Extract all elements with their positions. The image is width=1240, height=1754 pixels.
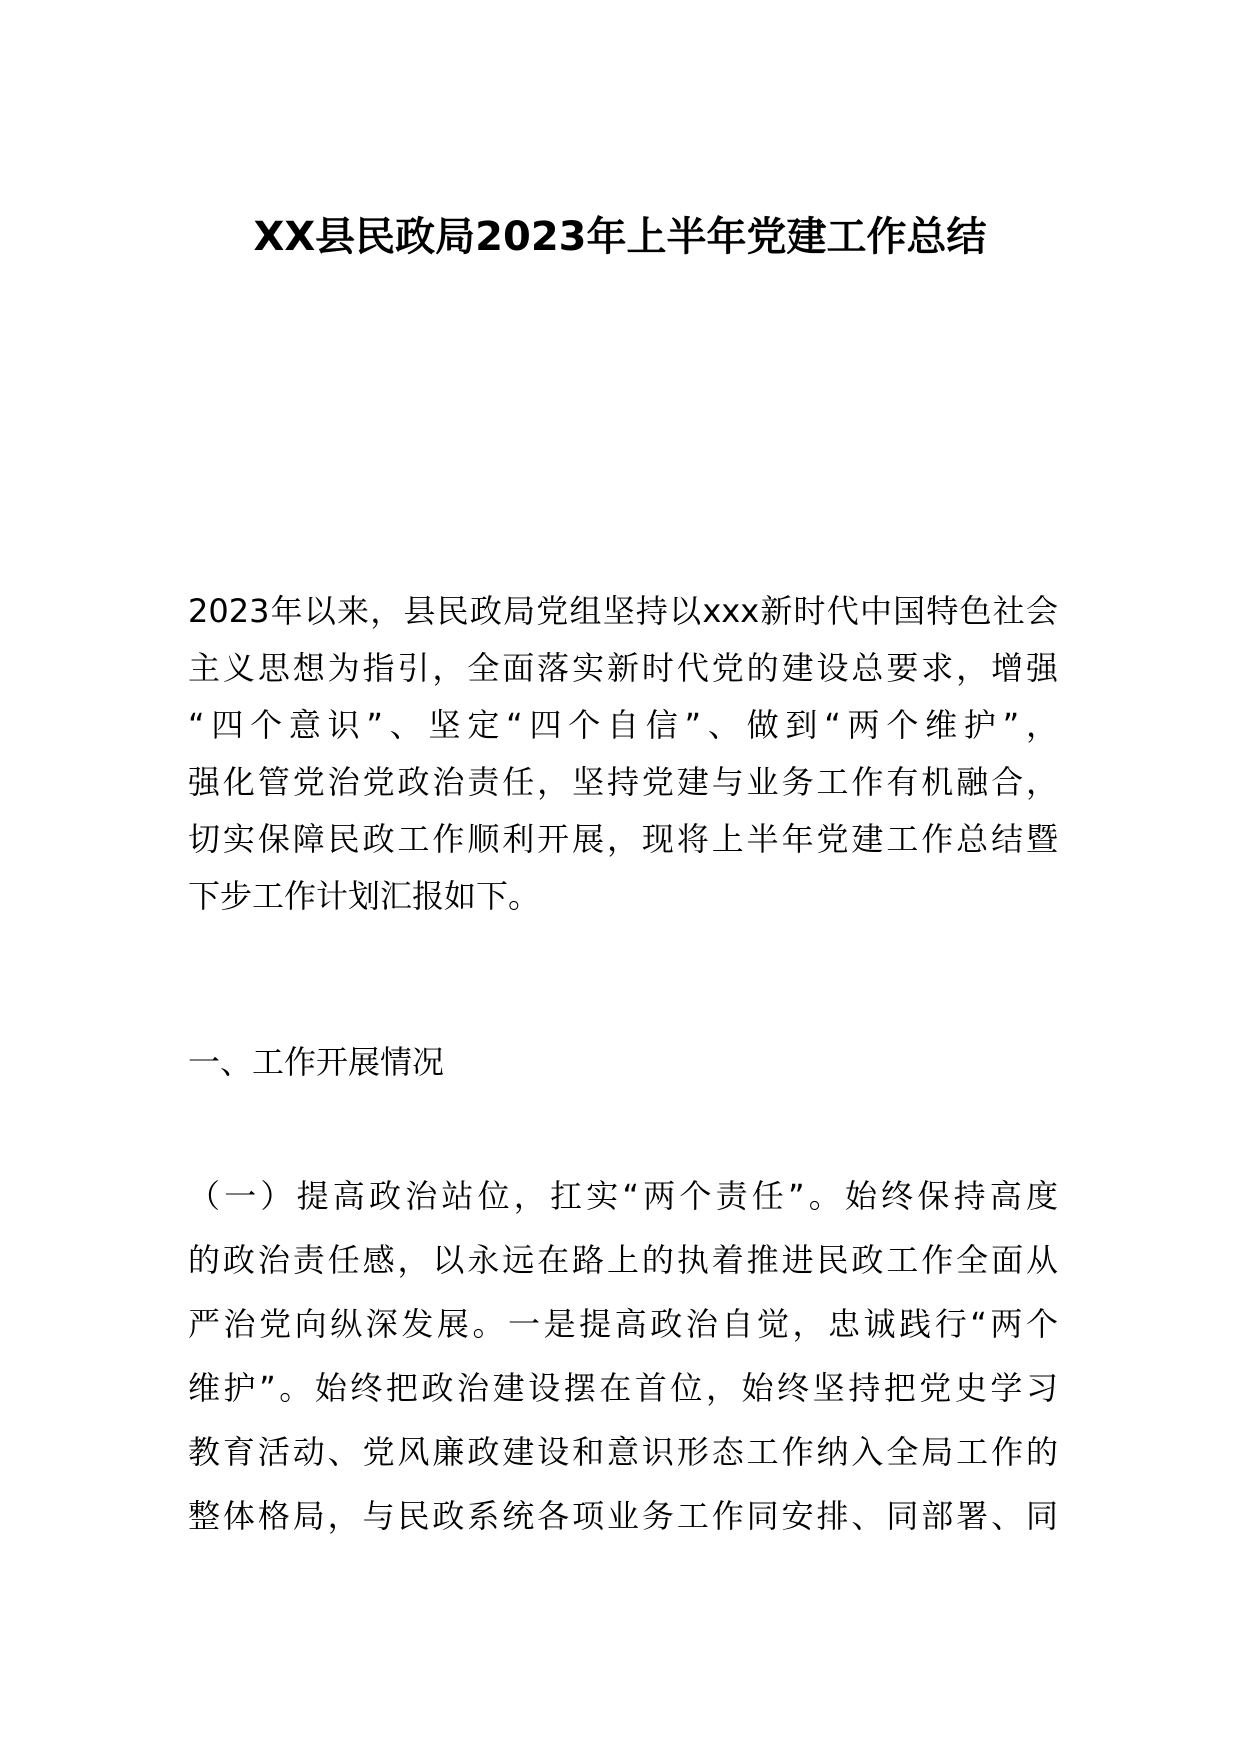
paragraph-line: （一）提高政治站位，扛实“两个责任”。始终保持高度 <box>188 1177 1058 1215</box>
paragraph-line: 维护”。始终把政治建设摆在首位，始终坚持把党史学习 <box>188 1369 1058 1407</box>
paragraph-line: 切实保障民政工作顺利开展，现将上半年党建工作总结暨 <box>188 820 1058 858</box>
paragraph-line: 的政治责任感，以永远在路上的执着推进民政工作全面从 <box>188 1241 1058 1279</box>
paragraph-line: 2023年以来，县民政局党组坚持以xxx新时代中国特色社会 <box>188 592 1058 630</box>
paragraph-line: 教育活动、党风廉政建设和意识形态工作纳入全局工作的 <box>188 1433 1058 1471</box>
section-heading: 一、工作开展情况 <box>188 1043 445 1081</box>
paragraph-line: 严治党向纵深发展。一是提高政治自觉，忠诚践行“两个 <box>188 1305 1058 1343</box>
paragraph-line: “四个意识”、坚定“四个自信”、做到“两个维护”， <box>188 706 1058 744</box>
document-title: XX县民政局2023年上半年党建工作总结 <box>253 214 987 260</box>
paragraph-line: 整体格局，与民政系统各项业务工作同安排、同部署、同 <box>188 1497 1058 1535</box>
paragraph-line: 主义思想为指引，全面落实新时代党的建设总要求，增强 <box>188 649 1058 687</box>
paragraph-line: 下步工作计划汇报如下。 <box>188 877 541 915</box>
paragraph-line: 强化管党治党政治责任，坚持党建与业务工作有机融合， <box>188 763 1058 801</box>
